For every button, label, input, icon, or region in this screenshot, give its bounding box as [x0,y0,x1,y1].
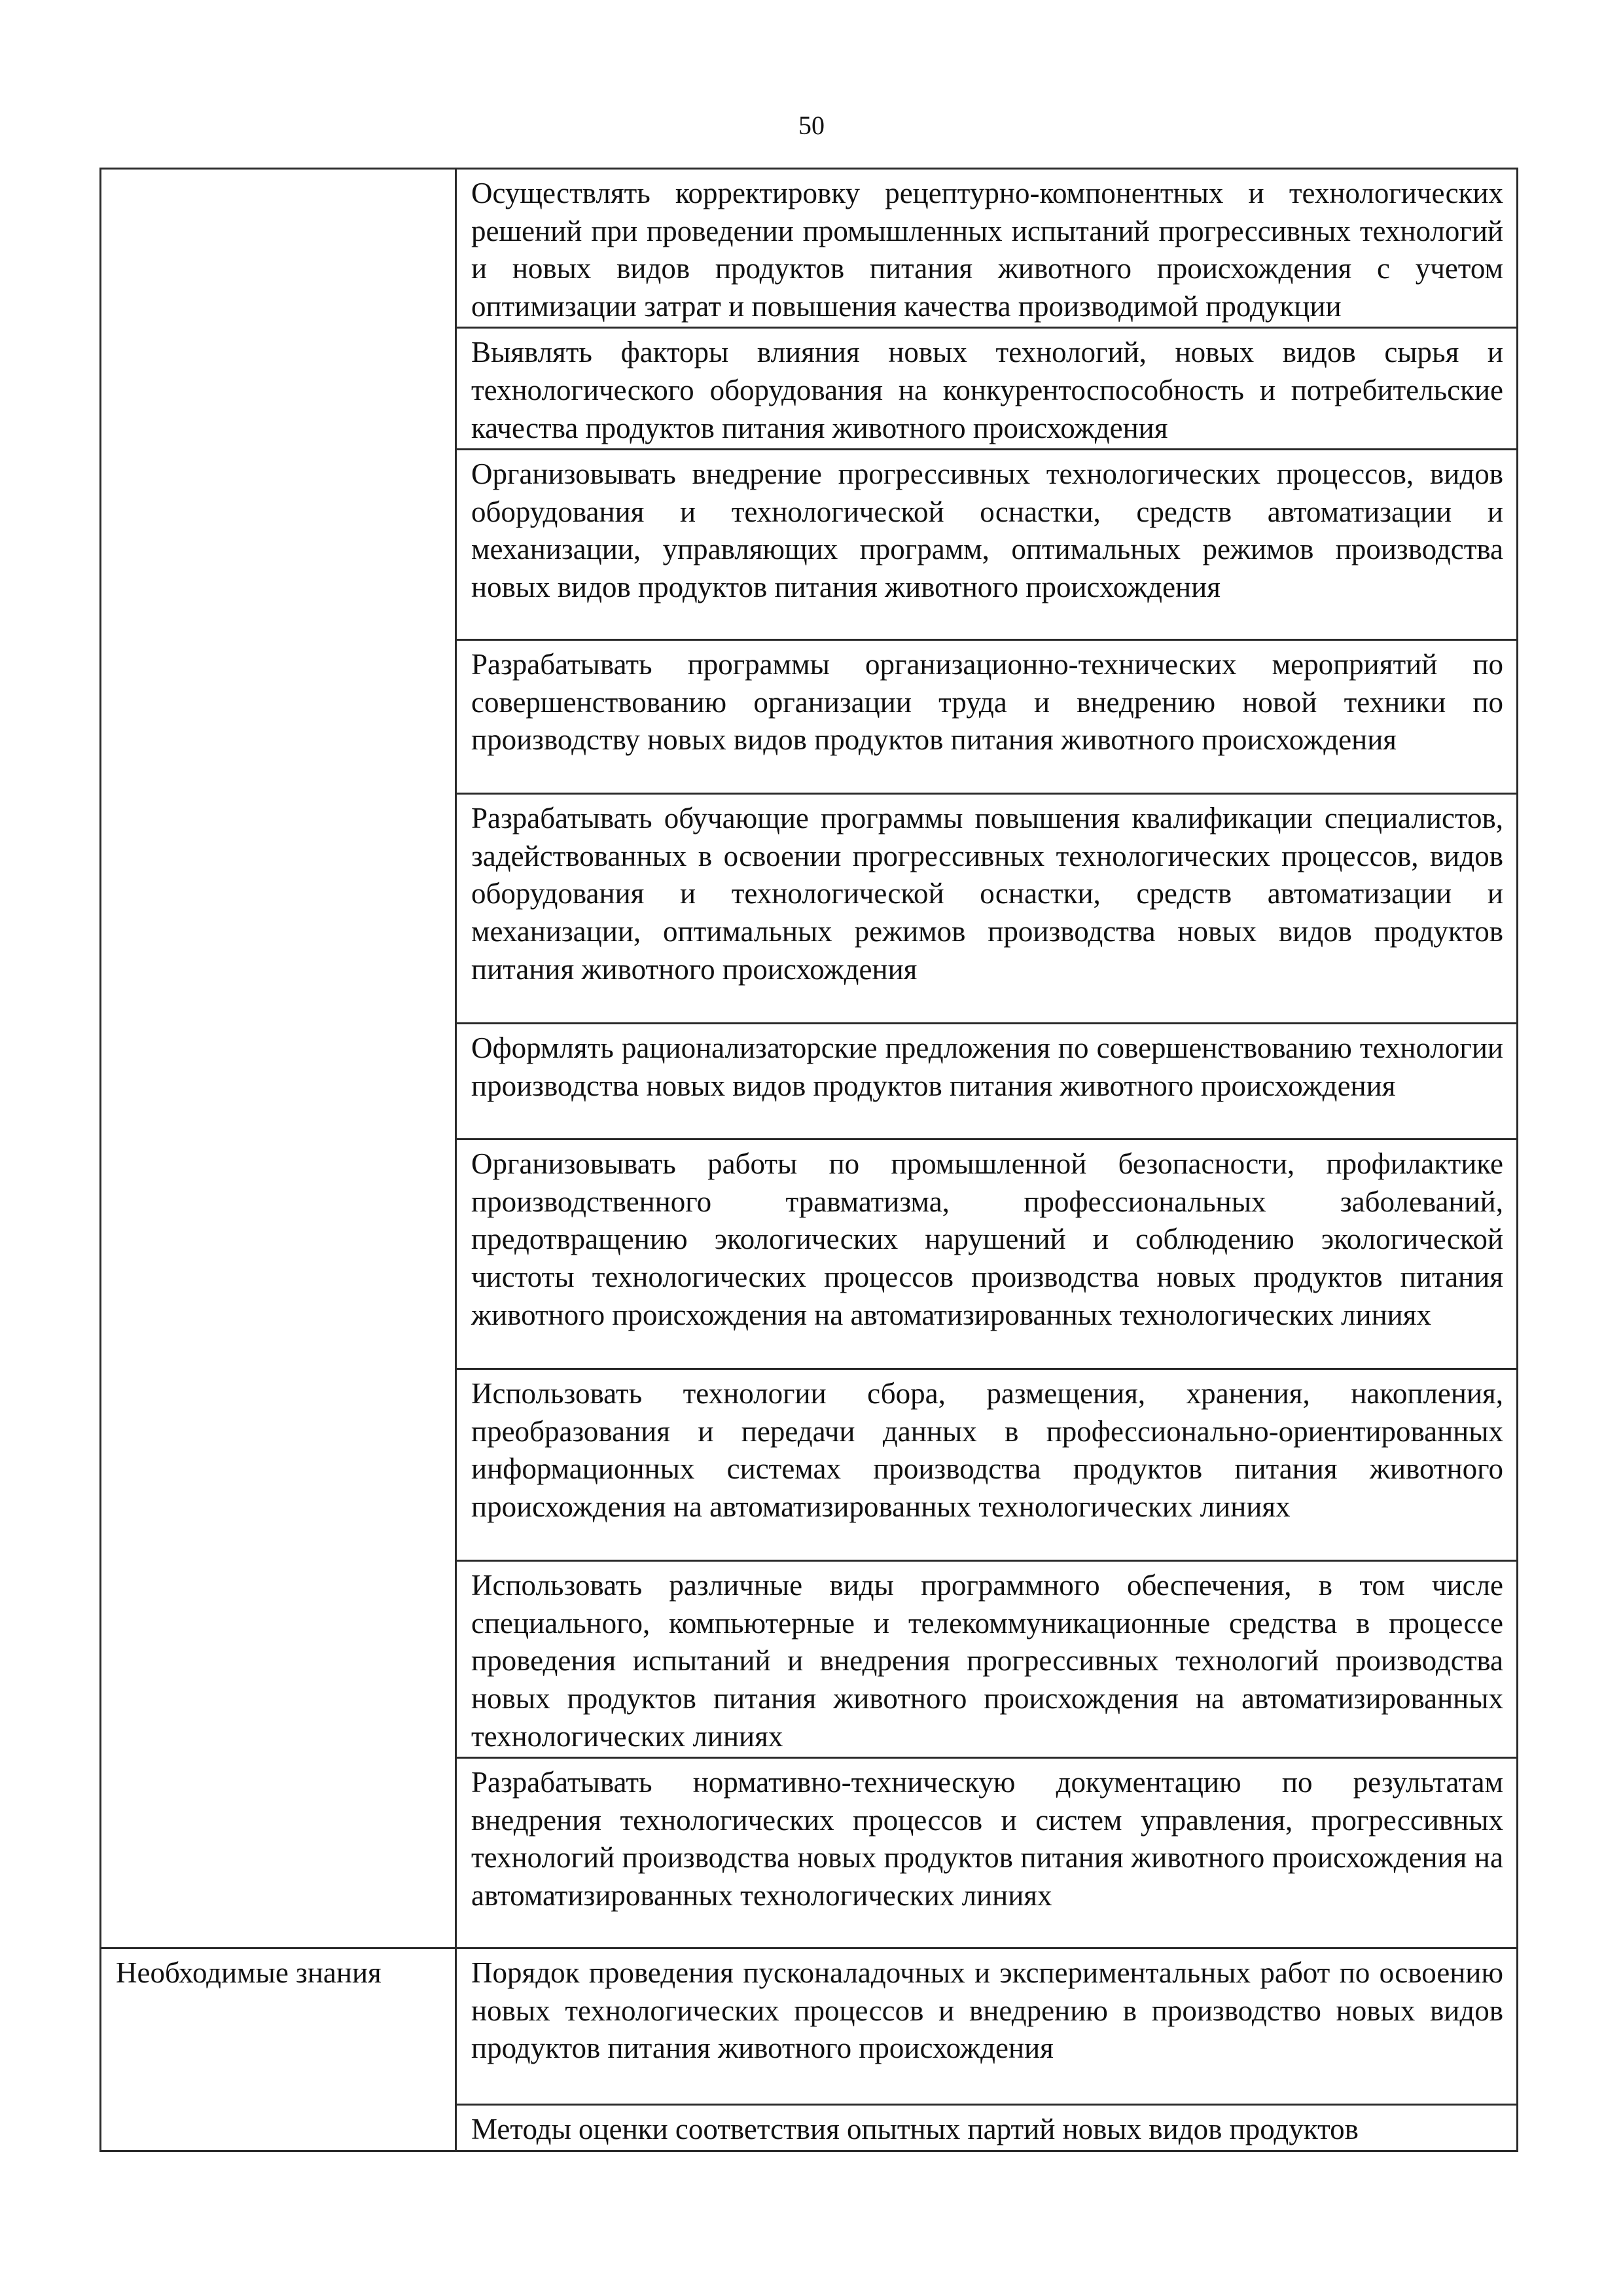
skill-text: Выявлять факторы влияния новых технологий, новых видов сырья и технологического оборудования на конкурентоспособность и потребительские качества продуктов питания животного происхождения [456,328,1518,450]
row-label [101,169,456,1948]
skill-text: Использовать различные виды программного обеспечения, в том числе специального, компьютерные и телекоммуникационные средства в процессе проведения испытаний и внедрения прогрессивных технологий производства новых продуктов питания животного происхождения на автоматизированных технологических линиях [456,1561,1518,1758]
row-label: Необходимые знания [101,1948,456,2151]
requirements-table [99,168,1518,2152]
skill-text: Организовывать работы по промышленной безопасности, профилактике производственного травматизма, профессиональных заболеваний, предотвращению экологических нарушений и соблюдению экологической чистоты технологических процессов производства новых продуктов питания животного происхождения на автоматизированных технологических линиях [456,1139,1518,1369]
page-number: 50 [798,111,825,140]
skill-text: Оформлять рационализаторские предложения по совершенствованию технологии производства новых видов продуктов питания животного происхождения [456,1024,1518,1139]
skill-text: Разрабатывать программы организационно-технических мероприятий по совершенствованию организации труда и внедрению новой техники по производству новых видов продуктов питания животного происхождения [456,640,1518,794]
skill-text: Осуществлять корректировку рецептурно-компонентных и технологических решений при проведении промышленных испытаний прогрессивных технологий и новых видов продуктов питания животного происхождения с учетом оптимизации затрат и повышения качества производимой продукции [456,169,1518,328]
skill-text: Использовать технологии сбора, размещения, хранения, накопления, преобразования и передачи данных в профессионально-ориентированных информационных системах производства продуктов питания животного происхождения на автоматизированных технологических линиях [456,1369,1518,1561]
knowledge-text: Порядок проведения пусконаладочных и экспериментальных работ по освоению новых технологических процессов и внедрению в производство новых видов продуктов питания животного происхождения [456,1948,1518,2105]
knowledge-text: Методы оценки соответствия опытных партий новых видов продуктов [456,2105,1518,2151]
skill-text: Разрабатывать обучающие программы повышения квалификации специалистов, задействованных в освоении прогрессивных технологических процессов, видов оборудования и технологической оснастки, средств автоматизации и механизации, оптимальных режимов производства новых видов продуктов питания животного происхождения [456,794,1518,1024]
table-row [101,169,1518,328]
skill-text: Организовывать внедрение прогрессивных технологических процессов, видов оборудования и технологической оснастки, средств автоматизации и механизации, управляющих программ, оптимальных режимов производства новых видов продуктов питания животного происхождения [456,450,1518,640]
skill-text: Разрабатывать нормативно-техническую документацию по результатам внедрения технологических процессов и систем управления, прогрессивных технологий производства новых продуктов питания животного происхождения на автоматизированных технологических линиях [456,1758,1518,1948]
table-row [101,1948,1518,2105]
